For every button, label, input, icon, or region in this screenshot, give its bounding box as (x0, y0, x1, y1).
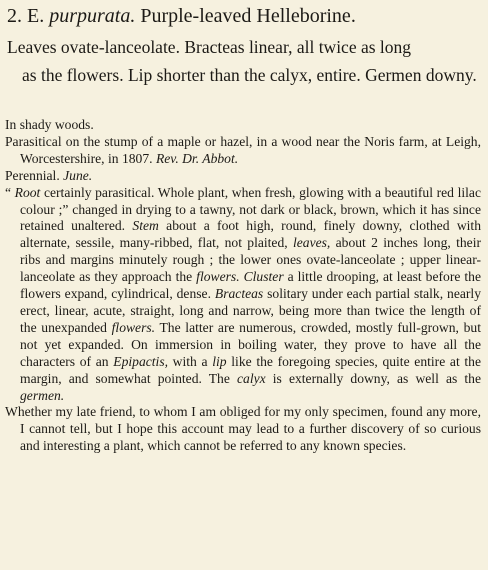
species-description (7, 33, 485, 89)
duration-label: Perennial. (5, 167, 60, 183)
observation-text: about a foot high, round, finely downy, clothed with alternate, sessile, many-ribbed, flat, not plaited, (20, 218, 481, 251)
observation-text: solitary under each partial stalk, nearly erect, linear, acute, straight, long and narrow, being more than twice the length of the unexpanded (20, 286, 481, 335)
term-flowers: flowers. (111, 319, 156, 335)
common-name: Purple-leaved Helleborine. (140, 5, 356, 27)
closing-paragraph: Whether my late friend, to whom I am obliged for my only specimen, found any more, I cannot tell, but I hope this account may lead to a further discovery of so curious and interesting a plant, which cannot be referred to any known species. (5, 404, 481, 454)
locality-paragraph (5, 134, 481, 168)
term-calyx: calyx (236, 370, 266, 386)
term-germen: germen. (20, 387, 65, 403)
entry-number: 2. E. (7, 5, 45, 27)
species-epithet: purpurata. (49, 5, 136, 27)
open-quote: “ (5, 184, 15, 200)
description-line-1: Leaves ovate-lanceolate. Bracteas linear, all twice as long (7, 37, 412, 57)
observation-text: a little drooping, at least before the flowers expand, cylindrical, dense. (20, 269, 481, 302)
term-stem: Stem (132, 218, 159, 234)
description-continuation: as the flowers. Lip shorter than the calyx, entire. Germen downy. (22, 65, 477, 85)
term-lip: lip (212, 353, 227, 369)
observation-text: certainly parasitical. Whole plant, when fresh, glowing with a beautiful red lilac colour ;” changed in drying to a tawny, not dark or black, brown, which it has since retained unaltered. (20, 184, 481, 234)
term-leaves: leaves, (292, 235, 331, 251)
observation-text: about 2 inches long, their ribs and margins minutely rough ; the lower ones ovate-lanceolate ; upper linear-lanceolate as they approach the (20, 235, 482, 285)
observation-text: is externally downy, as well as the (265, 370, 481, 386)
observation-text: like the foregoing species, quite entire at the margin, and somewhat pointed. The (20, 353, 481, 386)
duration-line (5, 168, 481, 185)
locality-text: Parasitical on the stump of a maple or hazel, in a wood near the Noris farm, at Leigh, Worcestershire, in 1807. (5, 133, 481, 166)
term-bracteas: Bracteas (214, 286, 264, 302)
term-flowers: flowers. (196, 269, 240, 285)
species-body (5, 117, 481, 455)
term-root: Root (14, 184, 41, 200)
observation-paragraph (5, 185, 481, 405)
term-cluster: Cluster (243, 269, 284, 285)
observation-text: The latter are numerous, crowded, mostly full-grown, but not yet expanded. On immersion in boiling water, they prove to have all the characters of an (20, 319, 481, 369)
observation-text: with a (168, 353, 213, 369)
locality-credit: Rev. Dr. Abbot. (155, 150, 239, 166)
flowering-month: June. (63, 167, 93, 183)
species-heading (7, 4, 485, 28)
habitat-line: In shady woods. (5, 117, 94, 132)
term-epipactis: Epipactis, (113, 353, 169, 369)
